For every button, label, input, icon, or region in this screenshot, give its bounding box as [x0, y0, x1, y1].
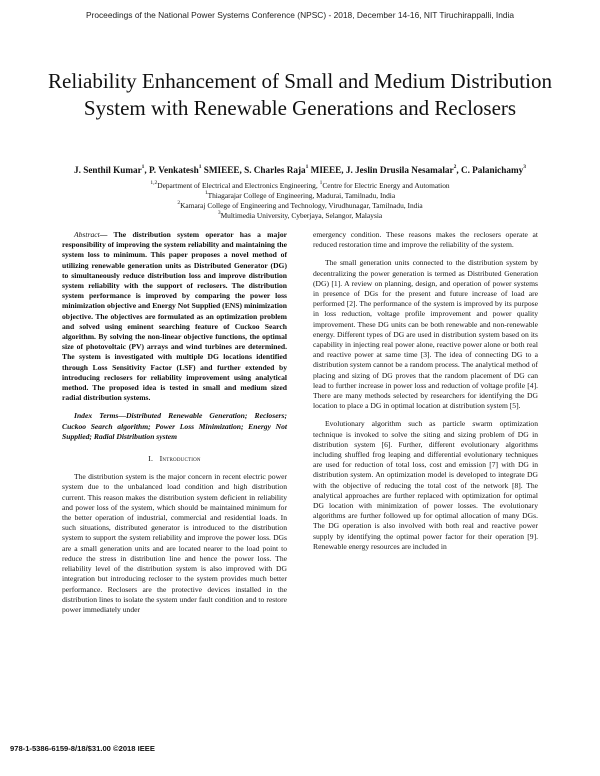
author-affil-mark: 3 — [523, 164, 526, 170]
body-paragraph: Evolutionary algorithm such as particle swarm optimization technique is invoked to solve the siting and sizing problem of DG in distribution system [6]. Further, different evolutionary algorithms including shuffled frog leaping and differential evolutionary techniques are used for reduction of total loss, cost and emission [7] with DG in distribution system. An optimization model is developed to integrate DG with the objective of reducing the total cost of the network [8]. The analytical approaches are further replaced with optimization for optimal DG location with minimization of power losses. The evolutionary algorithms are further followed up for optimal allocation of many DGs. The DG operation is also involved with both real and reactive power supply by identifying the optimal power factor for their operation [9]. Renewable energy resources are included in — [313, 419, 538, 551]
body-paragraph: emergency condition. These reasons makes the reclosers operate at reduced restoration time and improve the reliability of the system. — [313, 230, 538, 250]
abstract — [62, 230, 287, 403]
affil-mark: 2 — [177, 200, 181, 206]
author-affil-mark: 2 — [453, 164, 457, 170]
affil-text: Multimedia University, Cyberjaya, Selangor, Malaysia — [220, 211, 383, 220]
section-heading — [62, 454, 287, 464]
affiliation-line — [0, 191, 600, 200]
affil-text: Centre for Electric Energy and Automation — [322, 181, 450, 190]
index-terms-label: Index Terms — [74, 411, 119, 421]
abstract-label: Abstract — [74, 230, 100, 239]
affil-mark: 3 — [217, 210, 221, 216]
paper-title: Reliability Enhancement of Small and Medium Distribution System with Renewable Generations and Reclosers — [48, 69, 552, 120]
affil-mark: 1 — [204, 190, 208, 196]
right-column — [313, 230, 538, 560]
affiliation-line — [0, 181, 600, 190]
author-name: J. Senthil Kumar — [74, 165, 142, 175]
author-affil-mark: 1 — [198, 164, 202, 170]
body-paragraph: The distribution system is the major concern in recent electric power system due to the unbalanced load condition and high distribution current. This reason makes the distribution system deficient in reliability and power loss of the system, which should be maintained minimum for the better operation of industrial, commercial and residential loads. In such situations, distributed generator is introduced to the distribution system to support the system reliability and improve the power loss. DGs are a small generation units and are located nearer to the load point to reduce the stress in distribution line and hence the power loss. The reliability level of the distribution system is also improved with DG integration but introducing recloser to the system provides much better performance. Reclosers are the protective devices installed in the distribution lines to isolate the system under fault condition and to restore power immediately under — [62, 472, 287, 614]
affil-text: Kamaraj College of Engineering and Technology, Virudhunagar, Tamilnadu, India — [180, 201, 423, 210]
affil-text: Thiagarajar College of Engineering, Madurai, Tamilnadu, India — [207, 191, 396, 200]
abstract-text: — The distribution system operator has a major responsibility of improving the system reliability and maintaining the system loss to minimum. This paper proposes a novel method of utilizing renewable generation units as Distributed Generator (DG) to simultaneously reduce distribution loss and improve distribution system reliability with the support of reclosers. The distribution system performance is improved by comparing the power loss minimization objective and Energy Not Supplied (ENS) minimization objective. The objectives are formulated as an optimization problem and solved using eminent searching feature of Cuckoo Search algorithm. By solving the non-linear objective functions, the optimal size of photovoltaic (PV) arrays and wind turbines are determined. The system is investigated with multiple DG locations identified through Loss Sensitivity Factor (LSF) and further extended by introducing reclosers for reliability improvement using analytical method. The proposed idea is tested in small and medium sized radial distribution systems. — [62, 230, 287, 403]
index-terms — [62, 411, 287, 442]
author-membership: MIEEE — [308, 165, 342, 175]
author-membership: SMIEEE — [201, 165, 240, 175]
affil-mark: 1,2 — [150, 180, 158, 186]
section-title: Introduction — [159, 454, 201, 464]
author-affil-mark: 1 — [305, 164, 309, 170]
index-terms-text: —Distributed Renewable Generation; Reclosers; Cuckoo Search algorithm; Power Loss Minimization; Energy Not Supplied; Radial Distribution system — [62, 411, 287, 441]
author-name: , P. Venkatesh — [144, 165, 199, 175]
copyright-footer: 978-1-5386-6159-8/18/$31.00 ©2018 IEEE — [10, 744, 155, 753]
affiliation-line — [0, 201, 600, 210]
proceedings-header: Proceedings of the National Power Systems Conference (NPSC) - 2018, December 14-16, NIT Tiruchirappalli, India — [85, 10, 515, 20]
affil-text: Department of Electrical and Electronics Engineering, — [157, 181, 320, 190]
author-name: , C. Palanichamy — [456, 165, 524, 175]
section-number: I. — [148, 454, 154, 464]
affil-mark: 1 — [319, 180, 323, 186]
author-name: , J. Jeslin Drusila Nesamalar — [341, 165, 454, 175]
left-column — [62, 230, 287, 623]
affiliation-line — [0, 211, 600, 220]
author-affil-mark: 1 — [141, 164, 145, 170]
author-list — [20, 165, 580, 175]
body-paragraph: The small generation units connected to the distribution system by decentralizing the power generation is termed as Distributed Generation (DG) [1]. A review on planning, design, and operation of power systems in presence of DGs for the present and future increase of load are performed [2]. The performance of the system is improved by its purpose in loss reduction, voltage profile improvement and power quality improvement. These DG units can be both renewable and non-renewable energy. Different types of DG are used in distribution system based on its capability in injecting real power alone, reactive power alone or both real and reactive power at same time [3]. The idea of connecting DG to a distribution system cannot be a random process. The analytical method of placing and sizing of DG proves that the random placement of DG can lead to further increase in power loss and reduction of voltage profile [4]. There are many methods selected by researchers for identifying the DG location to place a DG in optimal location at distribution system [5]. — [313, 258, 538, 411]
author-name: , S. Charles Raja — [239, 165, 306, 175]
